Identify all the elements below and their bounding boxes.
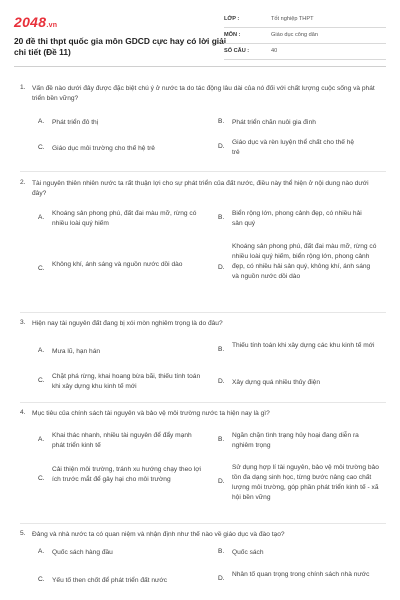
meta-row-subject: [224, 28, 386, 44]
option-d[interactable]: [218, 463, 384, 513]
question-text: Tài nguyên thiên nhiên nước ta rất thuận lợi cho sự phát triển của đất nước, điều này thể hiện ở nội dung nào dưới đây?: [32, 180, 369, 197]
option-letter: D.: [218, 264, 225, 271]
option-text: Sử dụng hợp lí tài nguyên, bảo vệ môi trường bảo tồn đa dạng sinh học, từng bước nâng cao chất lượng môi trường, góp phần phát triển kinh tế - xã hội bền vững: [232, 464, 379, 501]
option-text: Khoáng sản phong phú, đất đai màu mỡ, rừng có nhiều loài quý hiếm, biển rộng lớn, phong cảnh đẹp, có nhiều hải sản quý, không khí, ánh sáng và nguồn nước dồi dào: [232, 243, 377, 280]
question-divider: [20, 312, 386, 313]
question-text: Vấn đề nào dưới đây được đặc biệt chú ý ở nước ta do tác động lâu dài của nó đối với chất lượng cuộc sống và phát triển bền vững?: [32, 85, 375, 102]
option-letter: D.: [218, 575, 225, 582]
option-text: Yếu tố then chốt để phát triển đất nước: [52, 577, 168, 584]
option-letter: D.: [218, 143, 225, 150]
option-d[interactable]: [218, 138, 378, 160]
option-text: Phát triển chăn nuôi gia đình: [232, 119, 316, 126]
option-letter: D.: [218, 378, 225, 385]
option-text: Không khí, ánh sáng và nguồn nước dồi dào: [52, 261, 183, 268]
option-d[interactable]: [218, 378, 378, 390]
question-divider: [20, 171, 386, 172]
option-letter: C.: [38, 144, 45, 151]
option-text: Khai thác nhanh, nhiều tài nguyên để đẩy mạnh phát triển kinh tế: [52, 432, 192, 449]
meta-label: MÔN :: [224, 32, 241, 38]
question-number: 2.: [20, 179, 26, 186]
question-5: [20, 530, 386, 598]
option-text: Ngăn chặn tình trạng hủy hoại đang diễn ra nghiêm trọng: [232, 432, 359, 449]
option-b[interactable]: [218, 431, 378, 453]
option-c[interactable]: [38, 465, 218, 497]
option-letter: D.: [218, 478, 225, 485]
meta-table: [224, 12, 386, 60]
option-text: Mưa lũ, hạn hán: [52, 348, 101, 355]
option-letter: B.: [218, 346, 225, 353]
option-letter: C.: [38, 475, 45, 482]
document-header: [14, 12, 386, 70]
option-b[interactable]: [218, 209, 378, 231]
option-c[interactable]: [38, 144, 198, 156]
option-letter: B.: [218, 436, 225, 443]
option-letter: B.: [218, 548, 225, 555]
option-text: Biển rộng lớn, phong cảnh đẹp, có nhiều hải sản quý: [232, 210, 362, 227]
option-letter: A.: [38, 118, 45, 125]
option-text: Giáo dục môi trường cho thế hệ trẻ: [52, 145, 155, 152]
option-text: Xây dựng quá nhiều thủy điện: [232, 379, 321, 386]
question-number: 5.: [20, 530, 26, 537]
option-b[interactable]: [218, 341, 378, 363]
question-divider: [20, 402, 386, 403]
site-logo[interactable]: [14, 14, 57, 30]
option-a[interactable]: [38, 118, 198, 130]
option-text: Khoáng sản phong phú, đất đai màu mỡ, rừng có nhiều loài quý hiếm: [52, 210, 197, 227]
option-letter: B.: [218, 214, 225, 221]
option-b[interactable]: [218, 548, 378, 560]
question-number: 3.: [20, 319, 26, 326]
option-letter: C.: [38, 265, 45, 272]
logo-main: 2048: [14, 14, 47, 30]
option-c[interactable]: [38, 372, 218, 394]
question-3: [20, 319, 386, 399]
option-a[interactable]: [38, 548, 198, 560]
header-divider: [14, 66, 386, 67]
option-a[interactable]: [38, 431, 213, 453]
meta-label: LỚP :: [224, 16, 240, 22]
option-c[interactable]: [38, 260, 213, 282]
option-text: Thiếu tính toán khi xây dựng các khu kinh tế mới: [232, 342, 375, 349]
option-letter: A.: [38, 548, 45, 555]
document-title: 20 đề thi thpt quốc gia môn GDCD cực hay có lời giải chi tiết (Đề 11): [14, 36, 227, 57]
option-d[interactable]: [218, 570, 378, 592]
option-letter: C.: [38, 377, 45, 384]
option-text: Nhân tố quan trọng trong chính sách nhà nước: [232, 571, 370, 578]
question-2: [20, 179, 386, 309]
option-text: Giáo dục và rèn luyện thể chất cho thế hệ trẻ: [232, 139, 355, 156]
option-text: Quốc sách: [232, 549, 264, 556]
question-divider: [20, 523, 386, 524]
question-text: Mục tiêu của chính sách tài nguyên và bảo vệ môi trường nước ta hiện nay là gì?: [32, 410, 270, 417]
option-a[interactable]: [38, 347, 198, 359]
question-number: 1.: [20, 84, 26, 91]
question-number: 4.: [20, 409, 26, 416]
option-letter: B.: [218, 118, 225, 125]
question-text: Hiện nay tài nguyên đất đang bị xói mòn nghiêm trọng là do đâu?: [32, 320, 223, 327]
meta-value: Tốt nghiệp THPT: [271, 16, 314, 22]
question-1: [20, 84, 386, 164]
option-a[interactable]: [38, 209, 213, 231]
option-letter: A.: [38, 436, 45, 443]
logo-suffix: .vn: [46, 22, 58, 29]
option-c[interactable]: [38, 576, 218, 588]
option-d[interactable]: [218, 242, 378, 302]
question-text: Đảng và nhà nước ta có quan niệm và nhận định như thế nào về giáo dục và đào tạo?: [32, 531, 285, 538]
meta-row-count: [224, 44, 386, 60]
meta-row-class: [224, 12, 386, 28]
option-text: Quốc sách hàng đầu: [52, 549, 113, 556]
meta-value: 40: [271, 48, 278, 54]
option-text: Chặt phá rừng, khai hoang bừa bãi, thiếu tính toán khi xây dựng khu kinh tế mới: [52, 373, 201, 390]
question-4: [20, 409, 386, 519]
option-letter: A.: [38, 347, 45, 354]
meta-label: SỐ CÂU :: [224, 48, 250, 54]
option-letter: C.: [38, 576, 45, 583]
meta-value: Giáo dục công dân: [271, 32, 318, 38]
option-b[interactable]: [218, 118, 378, 130]
option-text: Phát triển đô thị: [52, 119, 99, 126]
option-text: Cải thiện môi trường, tránh xu hướng chạy theo lợi ích trước mắt để gây hại cho môi trường: [52, 466, 201, 483]
option-letter: A.: [38, 214, 45, 221]
